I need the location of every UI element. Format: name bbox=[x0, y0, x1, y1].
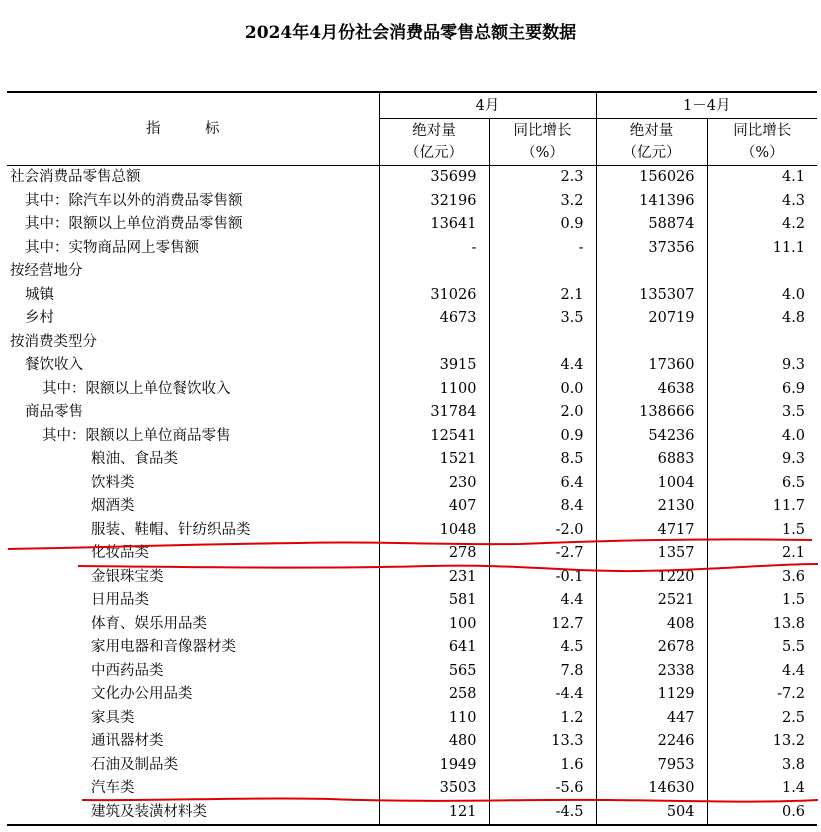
ytd-yoy-cell: 2.1 bbox=[707, 542, 817, 566]
table-row bbox=[7, 260, 817, 284]
april-abs-cell: 100 bbox=[379, 613, 489, 637]
table-row bbox=[7, 542, 817, 566]
april-yoy-cell: -4.5 bbox=[489, 801, 596, 826]
april-abs-cell: 3503 bbox=[379, 777, 489, 801]
yoy-label: 同比增长 bbox=[513, 123, 572, 139]
table-row bbox=[7, 307, 817, 331]
april-yoy-cell: -2.7 bbox=[489, 542, 596, 566]
april-yoy-cell: 2.3 bbox=[489, 166, 596, 190]
april-yoy-cell: - bbox=[489, 237, 596, 261]
row-label: 服装、鞋帽、针纺织品类 bbox=[91, 521, 251, 538]
april-abs-cell: 12541 bbox=[379, 425, 489, 449]
row-label: 金银珠宝类 bbox=[91, 568, 164, 585]
ytd-yoy-cell: 13.8 bbox=[707, 613, 817, 637]
row-label: 中西药品类 bbox=[91, 662, 164, 679]
ytd-yoy-cell: 4.8 bbox=[707, 307, 817, 331]
table-row bbox=[7, 566, 817, 590]
row-label: 通讯器材类 bbox=[91, 733, 164, 749]
ytd-abs-cell: 4717 bbox=[596, 519, 707, 543]
ytd-abs-cell bbox=[596, 331, 707, 355]
row-label: 化妆品类 bbox=[91, 545, 149, 561]
yoy-unit: （%） bbox=[521, 145, 564, 161]
ytd-yoy-cell bbox=[707, 260, 817, 284]
april-yoy-cell: -5.6 bbox=[489, 777, 596, 801]
april-yoy-cell: 2.0 bbox=[489, 401, 596, 425]
ytd-yoy-cell: 6.5 bbox=[707, 472, 817, 496]
table-row bbox=[7, 707, 817, 731]
ytd-yoy-cell: 5.5 bbox=[707, 636, 817, 660]
ytd-abs-header bbox=[596, 119, 707, 166]
row-label: 文化办公用品类 bbox=[91, 686, 193, 702]
table-body bbox=[7, 166, 817, 826]
april-yoy-cell: 8.5 bbox=[489, 448, 596, 472]
ytd-abs-cell: 1004 bbox=[596, 472, 707, 496]
table-row bbox=[7, 777, 817, 801]
april-abs-header bbox=[379, 119, 489, 166]
ytd-abs-cell: 2246 bbox=[596, 730, 707, 754]
row-label: 城镇 bbox=[25, 286, 54, 303]
row-label: 其中：实物商品网上零售额 bbox=[25, 239, 199, 256]
table-row bbox=[7, 213, 817, 237]
april-yoy-cell: 0.9 bbox=[489, 213, 596, 237]
ytd-abs-cell: 1129 bbox=[596, 683, 707, 707]
ytd-yoy-cell bbox=[707, 331, 817, 355]
abs-label: 绝对量 bbox=[412, 123, 456, 139]
page-title: 2024年4月份社会消费品零售总额主要数据 bbox=[244, 23, 577, 43]
ytd-abs-cell: 58874 bbox=[596, 213, 707, 237]
table-row bbox=[7, 237, 817, 261]
april-yoy-cell: 3.5 bbox=[489, 307, 596, 331]
row-label: 建筑及装潢材料类 bbox=[7, 801, 379, 826]
row-label: 商品零售 bbox=[25, 404, 83, 420]
table-row bbox=[7, 190, 817, 214]
retail-sales-table bbox=[7, 91, 817, 826]
april-yoy-cell: 8.4 bbox=[489, 495, 596, 519]
ytd-yoy-cell: 11.1 bbox=[707, 237, 817, 261]
april-abs-cell: 1521 bbox=[379, 448, 489, 472]
ytd-abs-cell: 1357 bbox=[596, 542, 707, 566]
april-yoy-cell: 4.4 bbox=[489, 354, 596, 378]
row-label: 饮料类 bbox=[91, 474, 135, 491]
row-label: 石油及制品类 bbox=[91, 756, 178, 773]
ytd-yoy-cell: -7.2 bbox=[707, 683, 817, 707]
ytd-yoy-cell: 13.2 bbox=[707, 730, 817, 754]
row-label: 按经营地分 bbox=[10, 263, 83, 279]
april-abs-cell: 31784 bbox=[379, 401, 489, 425]
table-row bbox=[7, 730, 817, 754]
row-label: 乡村 bbox=[25, 310, 54, 326]
table-row bbox=[7, 519, 817, 543]
ytd-abs-cell: 17360 bbox=[596, 354, 707, 378]
ytd-yoy-cell: 3.5 bbox=[707, 401, 817, 425]
ytd-yoy-cell: 4.0 bbox=[707, 284, 817, 308]
april-yoy-cell: 4.4 bbox=[489, 589, 596, 613]
table-row bbox=[7, 425, 817, 449]
table-row bbox=[7, 378, 817, 402]
ytd-abs-cell: 156026 bbox=[596, 166, 707, 190]
ytd-abs-cell: 7953 bbox=[596, 754, 707, 778]
ytd-yoy-cell: 4.3 bbox=[707, 190, 817, 214]
ytd-yoy-cell: 3.6 bbox=[707, 566, 817, 590]
ytd-yoy-cell: 1.4 bbox=[707, 777, 817, 801]
table-header bbox=[7, 92, 817, 166]
april-abs-cell bbox=[379, 331, 489, 355]
ytd-yoy-cell: 1.5 bbox=[707, 519, 817, 543]
row-label: 其中：限额以上单位商品零售 bbox=[42, 427, 231, 444]
ytd-abs-cell: 2130 bbox=[596, 495, 707, 519]
april-abs-cell: 641 bbox=[379, 636, 489, 660]
row-label: 烟酒类 bbox=[91, 498, 135, 514]
april-abs-cell: 35699 bbox=[379, 166, 489, 190]
row-label: 其中：限额以上单位餐饮收入 bbox=[42, 380, 231, 397]
abs-unit: （亿元） bbox=[405, 145, 463, 161]
april-abs-cell: 1100 bbox=[379, 378, 489, 402]
indicator-header: 指 标 bbox=[7, 92, 379, 166]
april-abs-cell: 258 bbox=[379, 683, 489, 707]
ytd-abs-cell: 14630 bbox=[596, 777, 707, 801]
april-yoy-cell: 13.3 bbox=[489, 730, 596, 754]
ytd-yoy-cell: 4.4 bbox=[707, 660, 817, 684]
april-abs-cell: 278 bbox=[379, 542, 489, 566]
ytd-abs-cell: 54236 bbox=[596, 425, 707, 449]
table-row bbox=[7, 354, 817, 378]
ytd-yoy-cell: 1.5 bbox=[707, 589, 817, 613]
table-row bbox=[7, 472, 817, 496]
table-row bbox=[7, 284, 817, 308]
row-label: 体育、娱乐用品类 bbox=[91, 615, 207, 632]
ytd-abs-cell: 504 bbox=[596, 801, 707, 826]
april-abs-cell: 1048 bbox=[379, 519, 489, 543]
april-header: 4月 bbox=[379, 92, 596, 119]
ytd-abs-cell: 141396 bbox=[596, 190, 707, 214]
table-row bbox=[7, 613, 817, 637]
table-row bbox=[7, 636, 817, 660]
april-yoy-cell: 12.7 bbox=[489, 613, 596, 637]
april-abs-cell: 3915 bbox=[379, 354, 489, 378]
april-abs-cell: 480 bbox=[379, 730, 489, 754]
table-row bbox=[7, 448, 817, 472]
april-abs-cell: 32196 bbox=[379, 190, 489, 214]
ytd-yoy-cell: 3.8 bbox=[707, 754, 817, 778]
ytd-yoy-cell: 9.3 bbox=[707, 354, 817, 378]
april-yoy-cell: 4.5 bbox=[489, 636, 596, 660]
ytd-abs-cell: 138666 bbox=[596, 401, 707, 425]
abs-label: 绝对量 bbox=[629, 123, 674, 139]
april-abs-cell: 121 bbox=[379, 801, 489, 826]
april-abs-cell: 565 bbox=[379, 660, 489, 684]
april-abs-cell: 231 bbox=[379, 566, 489, 590]
april-yoy-cell: 2.1 bbox=[489, 284, 596, 308]
table-row bbox=[7, 754, 817, 778]
ytd-yoy-cell: 0.6 bbox=[707, 801, 817, 826]
april-abs-cell: 230 bbox=[379, 472, 489, 496]
table-row bbox=[7, 683, 817, 707]
april-abs-cell: 13641 bbox=[379, 213, 489, 237]
april-abs-cell: - bbox=[379, 237, 489, 261]
row-label: 其中：限额以上单位消费品零售额 bbox=[25, 216, 243, 232]
april-yoy-cell: 6.4 bbox=[489, 472, 596, 496]
row-label: 餐饮收入 bbox=[25, 357, 83, 373]
row-label: 汽车类 bbox=[91, 780, 135, 796]
row-label: 粮油、食品类 bbox=[91, 451, 178, 467]
ytd-abs-cell: 2521 bbox=[596, 589, 707, 613]
ytd-abs-cell bbox=[596, 260, 707, 284]
row-label: 家具类 bbox=[91, 709, 135, 726]
april-yoy-cell: -2.0 bbox=[489, 519, 596, 543]
row-label: 日用品类 bbox=[91, 592, 149, 608]
april-abs-cell: 31026 bbox=[379, 284, 489, 308]
april-abs-cell: 4673 bbox=[379, 307, 489, 331]
ytd-abs-cell: 408 bbox=[596, 613, 707, 637]
april-yoy-cell: -0.1 bbox=[489, 566, 596, 590]
april-yoy-cell: 0.0 bbox=[489, 378, 596, 402]
ytd-abs-cell: 6883 bbox=[596, 448, 707, 472]
april-yoy-cell bbox=[489, 331, 596, 355]
april-yoy-cell: 7.8 bbox=[489, 660, 596, 684]
april-abs-cell: 581 bbox=[379, 589, 489, 613]
april-abs-cell bbox=[379, 260, 489, 284]
april-yoy-header bbox=[489, 119, 596, 166]
ytd-abs-cell: 20719 bbox=[596, 307, 707, 331]
table-row bbox=[7, 331, 817, 355]
row-label: 按消费类型分 bbox=[10, 333, 97, 350]
ytd-yoy-cell: 6.9 bbox=[707, 378, 817, 402]
ytd-abs-cell: 2338 bbox=[596, 660, 707, 684]
april-abs-cell: 1949 bbox=[379, 754, 489, 778]
yoy-unit: （%） bbox=[740, 145, 784, 161]
table-row bbox=[7, 401, 817, 425]
row-label: 家用电器和音像器材类 bbox=[91, 639, 236, 655]
table-row bbox=[7, 166, 817, 190]
ytd-abs-cell: 2678 bbox=[596, 636, 707, 660]
april-yoy-cell: 1.2 bbox=[489, 707, 596, 731]
table-row bbox=[7, 589, 817, 613]
april-yoy-cell: 1.6 bbox=[489, 754, 596, 778]
table-row bbox=[7, 801, 817, 826]
april-yoy-cell bbox=[489, 260, 596, 284]
ytd-yoy-cell: 4.2 bbox=[707, 213, 817, 237]
ytd-yoy-cell: 4.1 bbox=[707, 166, 817, 190]
row-label: 社会消费品零售总额 bbox=[10, 169, 141, 185]
yoy-label: 同比增长 bbox=[733, 123, 792, 139]
ytd-abs-cell: 4638 bbox=[596, 378, 707, 402]
abs-unit: （亿元） bbox=[622, 145, 681, 161]
ytd-yoy-header bbox=[707, 119, 817, 166]
april-yoy-cell: 0.9 bbox=[489, 425, 596, 449]
april-yoy-cell: -4.4 bbox=[489, 683, 596, 707]
ytd-yoy-cell: 11.7 bbox=[707, 495, 817, 519]
ytd-abs-cell: 135307 bbox=[596, 284, 707, 308]
ytd-abs-cell: 37356 bbox=[596, 237, 707, 261]
ytd-abs-cell: 447 bbox=[596, 707, 707, 731]
april-abs-cell: 407 bbox=[379, 495, 489, 519]
row-label: 其中：除汽车以外的消费品零售额 bbox=[25, 192, 243, 209]
ytd-yoy-cell: 9.3 bbox=[707, 448, 817, 472]
april-yoy-cell: 3.2 bbox=[489, 190, 596, 214]
table-row bbox=[7, 660, 817, 684]
table-row bbox=[7, 495, 817, 519]
ytd-yoy-cell: 4.0 bbox=[707, 425, 817, 449]
ytd-yoy-cell: 2.5 bbox=[707, 707, 817, 731]
ytd-abs-cell: 1220 bbox=[596, 566, 707, 590]
jan-apr-header: 1－4月 bbox=[596, 92, 817, 119]
april-abs-cell: 110 bbox=[379, 707, 489, 731]
